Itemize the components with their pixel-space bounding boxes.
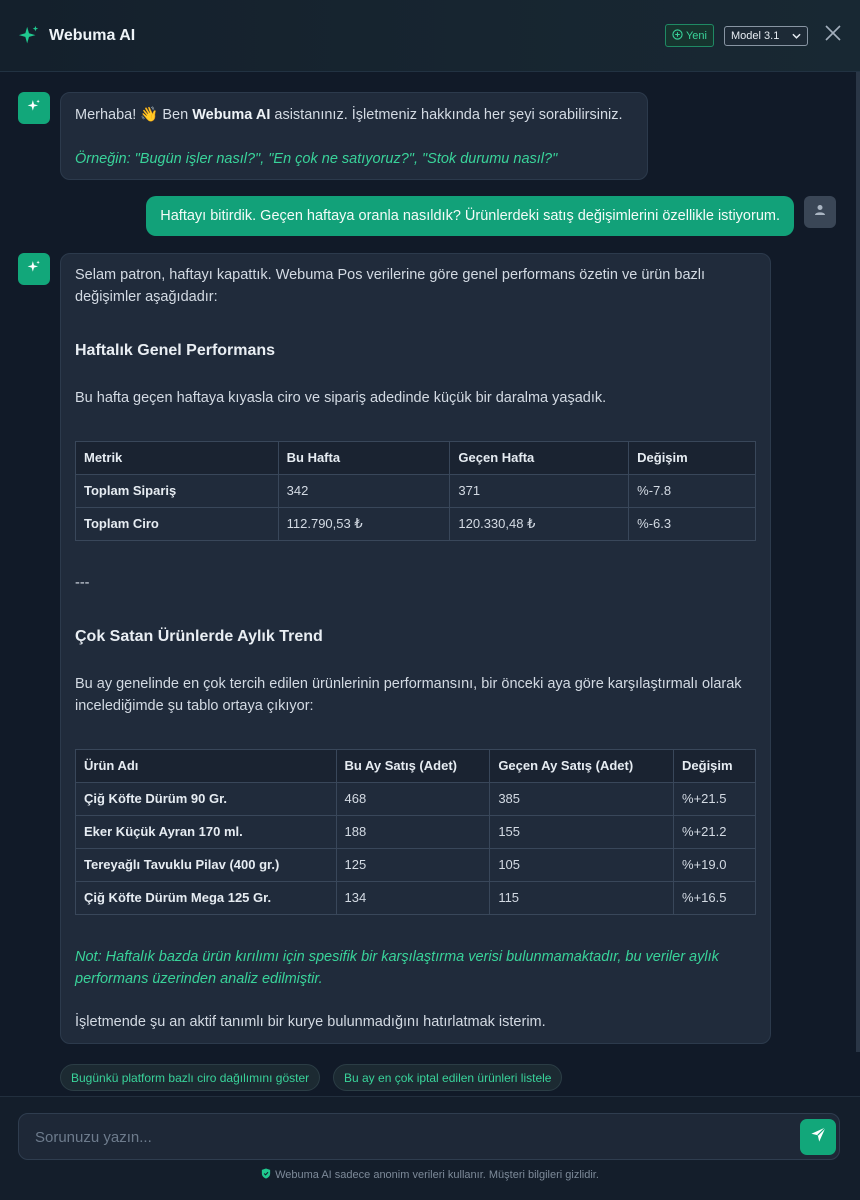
sparkle-icon	[18, 25, 40, 47]
table-cell: 385	[490, 783, 674, 816]
shield-icon	[261, 1168, 271, 1182]
table-header-cell: Değişim	[674, 750, 756, 783]
table-cell: 371	[450, 475, 629, 508]
table-cell: 134	[336, 882, 490, 915]
chat-scrollbar[interactable]	[856, 72, 860, 1052]
assistant-avatar	[18, 253, 50, 285]
table-cell: Çiğ Köfte Dürüm Mega 125 Gr.	[76, 882, 337, 915]
table-cell: 125	[336, 849, 490, 882]
suggestion-chip[interactable]: Bu ay en çok iptal edilen ürünleri listele	[333, 1064, 562, 1091]
table-cell: 115	[490, 882, 674, 915]
table-header-cell: Değişim	[629, 442, 756, 475]
user-avatar	[804, 196, 836, 228]
suggestion-chip[interactable]: Bugünkü platform bazlı ciro dağılımını göster	[60, 1064, 320, 1091]
table-header-row	[76, 442, 756, 475]
answer-intro: Selam patron, haftayı kapattık. Webuma Pos verilerine göre genel performans özetin ve ürün bazlı değişimler aşağıdadır:	[75, 267, 706, 305]
answer-closing: İşletmende şu an aktif tanımlı bir kurye bulunmadığını hatırlatmak isterim.	[75, 1014, 546, 1030]
table-cell: 468	[336, 783, 490, 816]
table-row	[76, 882, 756, 915]
table-cell: Toplam Ciro	[76, 508, 279, 541]
weekly-performance-table	[75, 441, 756, 541]
app-header	[0, 0, 860, 72]
close-button[interactable]	[824, 27, 842, 45]
table-cell: 155	[490, 816, 674, 849]
new-chat-button[interactable]	[665, 24, 714, 47]
table-header-cell: Ürün Adı	[76, 750, 337, 783]
table-header-cell: Geçen Hafta	[450, 442, 629, 475]
section-title-weekly: Haftalık Genel Performans	[75, 342, 276, 359]
greeting-text: Merhaba! 👋 Ben Webuma AI asistanınız. İşletmeniz hakkında her şeyi sorabilirsiniz.	[75, 107, 623, 123]
table-cell: %+19.0	[674, 849, 756, 882]
message-composer	[18, 1113, 840, 1160]
assistant-avatar	[18, 92, 50, 124]
send-icon	[810, 1126, 827, 1148]
privacy-notice	[0, 1168, 860, 1182]
privacy-text: Webuma AI sadece anonim verileri kullanır. Müşteri bilgileri gizlidir.	[275, 1169, 599, 1181]
answer-note: Not: Haftalık bazda ürün kırılımı için spesifik bir karşılaştırma verisi bulunmamaktadır, bu veriler aylık performans üzerinden analiz edilmiştir.	[75, 949, 719, 987]
plus-circle-icon	[672, 29, 683, 43]
table-header-cell: Bu Hafta	[278, 442, 450, 475]
table-row	[76, 783, 756, 816]
section-text-monthly: Bu ay genelinde en çok tercih edilen ürünlerinin performansını, bir önceki aya göre karşılaştırmalı olarak incelediğimde şu tablo ortaya çıkıyor:	[75, 676, 742, 714]
close-icon	[825, 25, 841, 46]
table-cell: %+21.5	[674, 783, 756, 816]
table-cell: 112.790,53 ₺	[278, 508, 450, 541]
message-input[interactable]	[35, 1126, 775, 1148]
table-row	[76, 849, 756, 882]
table-cell: %+16.5	[674, 882, 756, 915]
table-cell: %-7.8	[629, 475, 756, 508]
assistant-answer-message	[60, 253, 771, 1044]
table-header-cell: Metrik	[76, 442, 279, 475]
new-chat-label: Yeni	[685, 29, 707, 42]
table-cell: Toplam Sipariş	[76, 475, 279, 508]
section-title-monthly: Çok Satan Ürünlerde Aylık Trend	[75, 628, 323, 645]
send-button[interactable]	[800, 1119, 836, 1155]
table-row	[76, 508, 756, 541]
app-title: Webuma AI	[49, 26, 136, 44]
user-icon	[814, 203, 826, 221]
user-message: Haftayı bitirdik. Geçen haftaya oranla nasıldık? Ürünlerdeki satış değişimlerini özellikle istiyorum.	[146, 196, 794, 236]
sparkle-icon	[27, 260, 41, 279]
table-cell: %-6.3	[629, 508, 756, 541]
separator-text: ---	[75, 575, 90, 591]
table-cell: 120.330,48 ₺	[450, 508, 629, 541]
table-cell: %+21.2	[674, 816, 756, 849]
sparkle-icon	[27, 99, 41, 118]
greeting-example: Örneğin: "Bugün işler nasıl?", "En çok ne satıyoruz?", "Stok durumu nasıl?"	[75, 151, 558, 167]
table-cell: 105	[490, 849, 674, 882]
table-cell: Tereyağlı Tavuklu Pilav (400 gr.)	[76, 849, 337, 882]
model-select[interactable]	[724, 26, 808, 46]
table-header-cell: Bu Ay Satış (Adet)	[336, 750, 490, 783]
monthly-trend-table	[75, 749, 756, 915]
assistant-greeting-message	[60, 92, 648, 180]
table-cell: 342	[278, 475, 450, 508]
table-header-row	[76, 750, 756, 783]
table-row	[76, 816, 756, 849]
table-row	[76, 475, 756, 508]
model-select-value: Model 3.1	[731, 29, 780, 42]
table-cell: 188	[336, 816, 490, 849]
section-text-weekly: Bu hafta geçen haftaya kıyasla ciro ve sipariş adedinde küçük bir daralma yaşadık.	[75, 390, 607, 406]
table-cell: Eker Küçük Ayran 170 ml.	[76, 816, 337, 849]
table-header-cell: Geçen Ay Satış (Adet)	[490, 750, 674, 783]
chevron-down-icon	[792, 30, 801, 42]
table-cell: Çiğ Köfte Dürüm 90 Gr.	[76, 783, 337, 816]
